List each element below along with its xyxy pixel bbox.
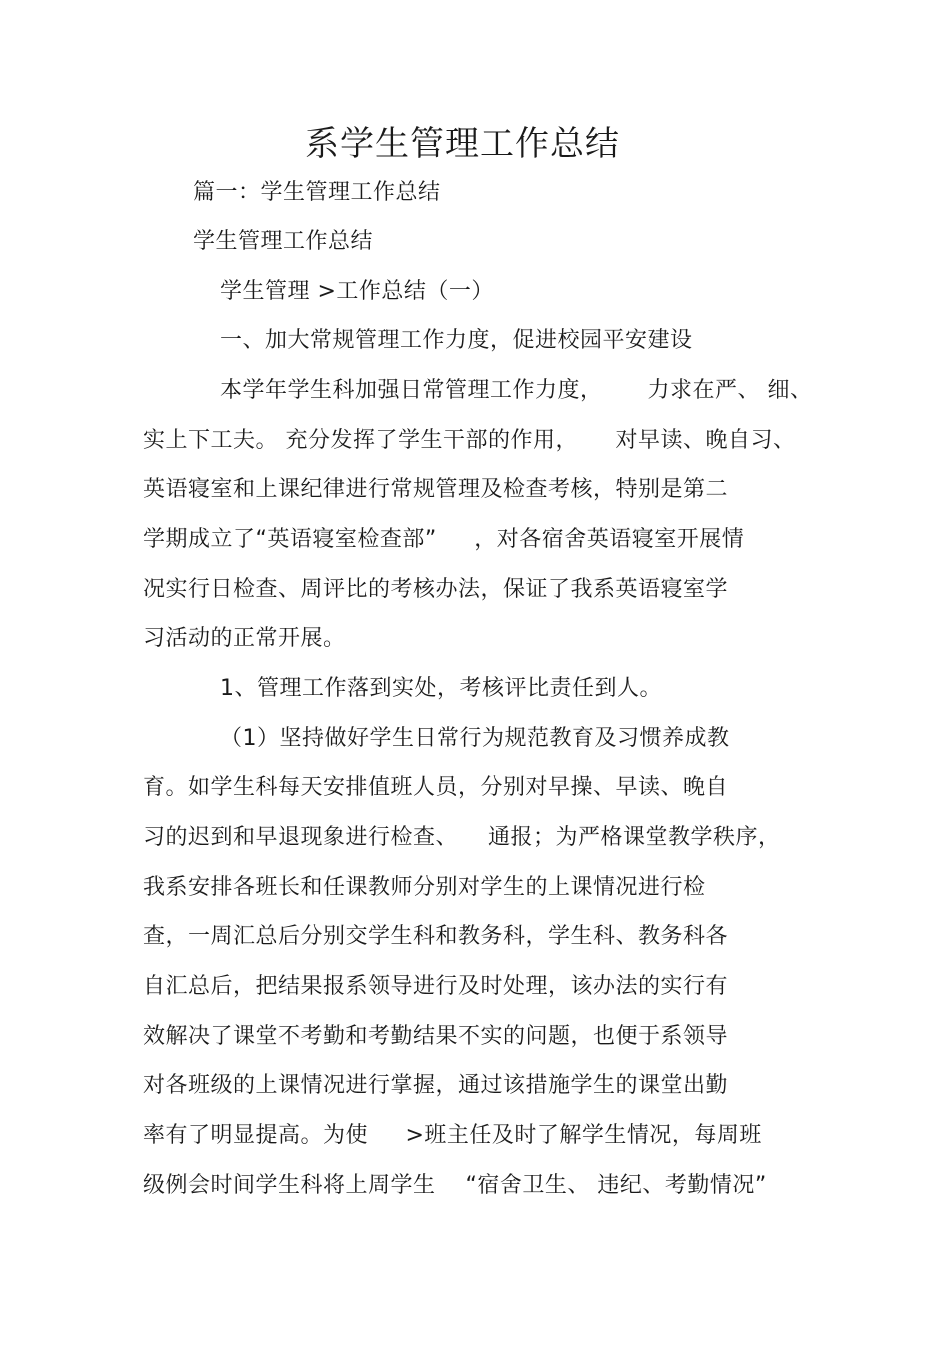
paragraph-line: 况实行日检查、周评比的考核办法，保证了我系英语寝室学: [143, 577, 729, 602]
paragraph-heading: 一、加大常规管理工作力度，促进校园平安建设: [220, 328, 693, 353]
paragraph-line: 学期成立了“英语寝室检查部” ，对各宿舍英语寝室开展情: [143, 527, 745, 552]
paragraph-line: （1）坚持做好学生日常行为规范教育及习惯养成教: [220, 726, 730, 751]
subheading: 学生管理 >工作总结（一）: [220, 279, 494, 304]
paragraph-line: 查，一周汇总后分别交学生科和教务科，学生科、教务科各: [143, 924, 729, 949]
section-heading: 篇一：学生管理工作总结: [193, 180, 441, 205]
paragraph-line: 效解决了课堂不考勤和考勤结果不实的问题，也便于系领导: [143, 1024, 729, 1049]
paragraph-line: 我系安排各班长和任课教师分别对学生的上课情况进行检: [143, 875, 706, 900]
paragraph-line: 本学年学生科加强日常管理工作力度， 力求在严、 细、: [220, 378, 813, 403]
paragraph-line: 英语寝室和上课纪律进行常规管理及检查考核，特别是第二: [143, 477, 729, 502]
paragraph-line: 级例会时间学生科将上周学生 “宿舍卫生、 违纪、考勤情况”: [143, 1173, 767, 1198]
paragraph-line: 率有了明显提高。为使 >班主任及时了解学生情况，每周班: [143, 1123, 762, 1148]
paragraph-line: 对各班级的上课情况进行掌握，通过该措施学生的课堂出勤: [143, 1073, 729, 1098]
document-title: 系学生管理工作总结: [305, 124, 620, 164]
paragraph-heading: 1、管理工作落到实处，考核评比责任到人。: [220, 676, 662, 701]
paragraph-line: 实上下工夫。 充分发挥了学生干部的作用， 对早读、晚自习、: [143, 428, 796, 453]
subheading: 学生管理工作总结: [193, 229, 374, 254]
paragraph-line: 习的迟到和早退现象进行检查、 通报；为严格课堂教学秩序，: [143, 825, 781, 850]
paragraph-line: 自汇总后，把结果报系领导进行及时处理，该办法的实行有: [143, 974, 729, 999]
paragraph-line: 习活动的正常开展。: [143, 626, 346, 651]
paragraph-line: 育。如学生科每天安排值班人员，分别对早操、早读、晚自: [143, 775, 729, 800]
